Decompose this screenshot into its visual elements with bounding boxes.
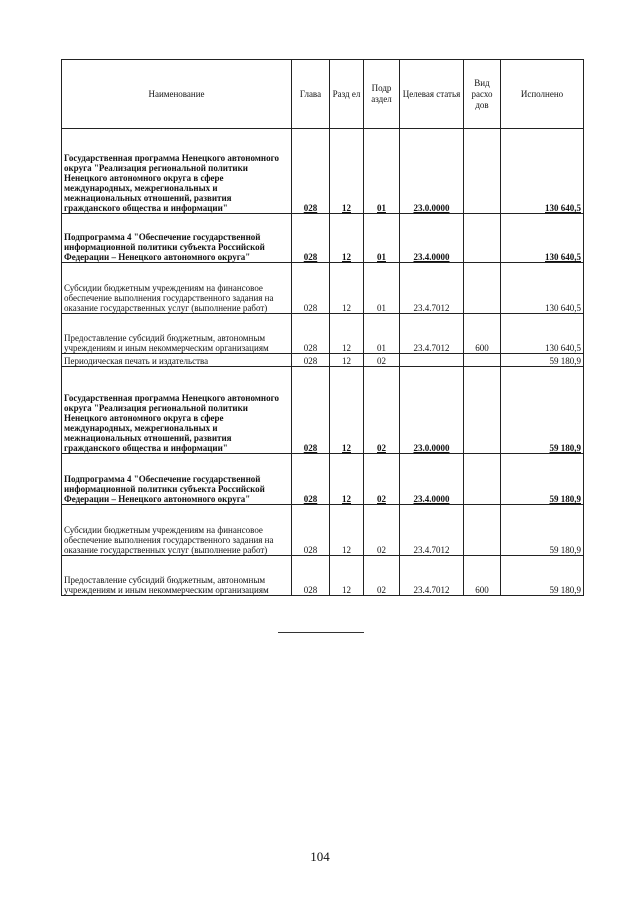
row-razdel: 12 <box>330 556 364 596</box>
row-target: 23.4.7012 <box>400 263 464 314</box>
table-row <box>62 263 584 314</box>
separator-line <box>278 632 364 633</box>
row-vid <box>464 263 501 314</box>
row-vid <box>464 367 501 454</box>
row-vid <box>464 354 501 367</box>
row-target: 23.4.7012 <box>400 314 464 354</box>
header-glava: Глава <box>292 60 330 129</box>
page-number: 104 <box>310 849 330 864</box>
header-podrazdel: Подр аздел <box>364 60 400 129</box>
row-glava: 028 <box>292 556 330 596</box>
row-name: Предоставление субсидий бюджетным, автономным учреждениям и иным некоммерческим организациям <box>62 556 292 596</box>
row-target: 23.4.7012 <box>400 505 464 556</box>
row-razdel: 12 <box>330 263 364 314</box>
table-row <box>62 214 584 263</box>
header-target: Целевая статья <box>400 60 464 129</box>
row-podrazdel: 02 <box>364 354 400 367</box>
row-glava: 028 <box>292 367 330 454</box>
row-target: 23.0.0000 <box>400 367 464 454</box>
row-razdel: 12 <box>330 454 364 505</box>
row-razdel: 12 <box>330 367 364 454</box>
row-glava: 028 <box>292 354 330 367</box>
row-glava: 028 <box>292 263 330 314</box>
row-amount: 59 180,9 <box>501 354 584 367</box>
row-podrazdel: 01 <box>364 263 400 314</box>
row-vid: 600 <box>464 314 501 354</box>
row-razdel: 12 <box>330 354 364 367</box>
row-amount: 130 640,5 <box>501 314 584 354</box>
row-podrazdel: 02 <box>364 556 400 596</box>
row-amount: 59 180,9 <box>501 556 584 596</box>
header-name: Наименование <box>62 60 292 129</box>
row-glava: 028 <box>292 214 330 263</box>
row-vid <box>464 505 501 556</box>
row-name: Подпрограмма 4 "Обеспечение государственной информационной политики субъекта Российской Федерации – Ненецкого автономного округа" <box>62 454 292 505</box>
row-target: 23.4.7012 <box>400 556 464 596</box>
header-amount: Исполнено <box>501 60 584 129</box>
row-podrazdel: 02 <box>364 454 400 505</box>
row-amount: 130 640,5 <box>501 129 584 214</box>
row-vid <box>464 214 501 263</box>
row-target: 23.4.0000 <box>400 214 464 263</box>
row-razdel: 12 <box>330 505 364 556</box>
table-row <box>62 129 584 214</box>
budget-table <box>61 59 584 596</box>
row-razdel: 12 <box>330 214 364 263</box>
row-razdel: 12 <box>330 129 364 214</box>
row-glava: 028 <box>292 505 330 556</box>
row-name: Государственная программа Ненецкого автономного округа "Реализация региональной политики Ненецкого автономного округа в сфере международных, межрегиональных и межнациональных отношений, развития гражданского общества и информации" <box>62 367 292 454</box>
row-target: 23.4.0000 <box>400 454 464 505</box>
row-glava: 028 <box>292 129 330 214</box>
row-amount: 130 640,5 <box>501 214 584 263</box>
table-row <box>62 354 584 367</box>
header-razdel: Разд ел <box>330 60 364 129</box>
row-name: Предоставление субсидий бюджетным, автономным учреждениям и иным некоммерческим организациям <box>62 314 292 354</box>
row-target <box>400 354 464 367</box>
row-name: Периодическая печать и издательства <box>62 354 292 367</box>
row-glava: 028 <box>292 454 330 505</box>
table-row <box>62 454 584 505</box>
table-row <box>62 505 584 556</box>
row-amount: 130 640,5 <box>501 263 584 314</box>
row-amount: 59 180,9 <box>501 454 584 505</box>
table-row <box>62 314 584 354</box>
row-vid <box>464 129 501 214</box>
row-target: 23.0.0000 <box>400 129 464 214</box>
row-glava: 028 <box>292 314 330 354</box>
table-row <box>62 556 584 596</box>
header-vid: Вид расхо дов <box>464 60 501 129</box>
row-vid: 600 <box>464 556 501 596</box>
row-podrazdel: 01 <box>364 214 400 263</box>
row-razdel: 12 <box>330 314 364 354</box>
row-podrazdel: 02 <box>364 367 400 454</box>
row-name: Государственная программа Ненецкого автономного округа "Реализация региональной политики Ненецкого автономного округа в сфере международных, межрегиональных и межнациональных отношений, развития гражданского общества и информации" <box>62 129 292 214</box>
row-vid <box>464 454 501 505</box>
row-name: Субсидии бюджетным учреждениям на финансовое обеспечение выполнения государственного задания на оказание государственных услуг (выполнение работ) <box>62 263 292 314</box>
row-amount: 59 180,9 <box>501 505 584 556</box>
row-podrazdel: 01 <box>364 129 400 214</box>
table-header-row <box>62 60 584 129</box>
table-row <box>62 367 584 454</box>
row-podrazdel: 02 <box>364 505 400 556</box>
row-name: Подпрограмма 4 "Обеспечение государственной информационной политики субъекта Российской Федерации – Ненецкого автономного округа" <box>62 214 292 263</box>
row-name: Субсидии бюджетным учреждениям на финансовое обеспечение выполнения государственного задания на оказание государственных услуг (выполнение работ) <box>62 505 292 556</box>
row-amount: 59 180,9 <box>501 367 584 454</box>
row-podrazdel: 01 <box>364 314 400 354</box>
